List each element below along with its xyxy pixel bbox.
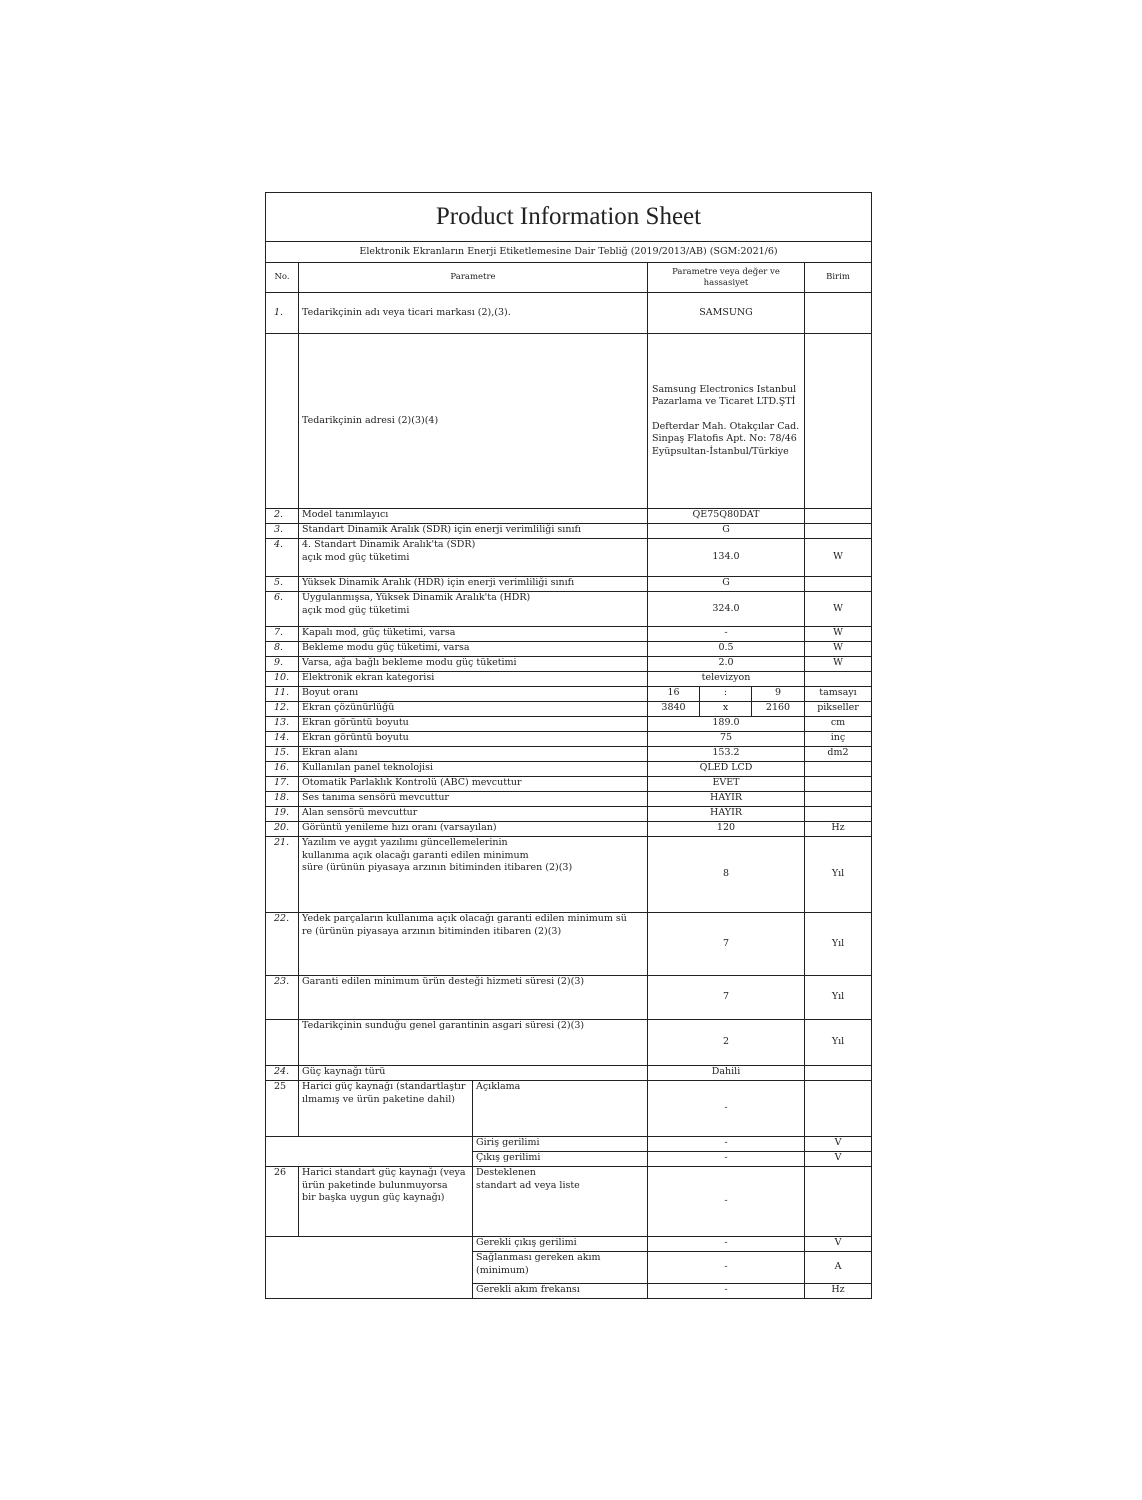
param-label-line: ürün paketinde bulunmuyorsa [302, 1179, 448, 1191]
param-value: G [648, 577, 805, 592]
row-number: 7. [266, 627, 299, 642]
param-value: HAYIR [648, 792, 805, 807]
param-label: Bekleme modu güç tüketimi, varsa [299, 642, 648, 657]
param-unit [805, 1167, 872, 1237]
sub-param-label-line: standart ad veya liste [476, 1179, 580, 1191]
param-unit [805, 509, 872, 524]
aspect-height: 9 [752, 687, 805, 702]
param-unit: W [805, 627, 872, 642]
table-row [266, 334, 872, 509]
address-line: Samsung Electronics Istanbul [652, 383, 797, 395]
header-value: Parametre veya değer ve hassasiyet [648, 263, 805, 293]
param-label-line: Yedek parçaların kullanıma açık olacağı garanti edilen minimum sü [302, 913, 627, 924]
sub-param-label-line: (minimum) [476, 1264, 529, 1276]
param-label-line: Harici standart güç kaynağı (veya [302, 1167, 466, 1178]
param-unit [805, 577, 872, 592]
resolution-width: 3840 [648, 702, 700, 717]
resolution-height: 2160 [752, 702, 805, 717]
table-row [266, 792, 872, 807]
row-number: 25 [266, 1081, 299, 1137]
param-label: Ekran çözünürlüğü [299, 702, 648, 717]
row-number: 15. [266, 747, 299, 762]
param-label: Ekran görüntü boyutu [299, 732, 648, 747]
supplier-address [648, 334, 805, 509]
empty-cell [266, 1137, 473, 1167]
row-number: 14. [266, 732, 299, 747]
param-unit: W [805, 592, 872, 627]
param-value: 8 [648, 837, 805, 913]
row-number: 24. [266, 1066, 299, 1081]
param-value: 189.0 [648, 717, 805, 732]
table-row [266, 1237, 872, 1252]
row-number: 26 [266, 1167, 299, 1237]
param-label [299, 592, 648, 627]
param-label-line: kullanıma açık olacağı garanti edilen minimum [302, 849, 529, 861]
param-label [299, 1167, 473, 1237]
row-number: 23. [266, 976, 299, 1020]
param-unit: V [805, 1152, 872, 1167]
param-label: Güç kaynağı türü [299, 1066, 648, 1081]
param-value: - [648, 1081, 805, 1137]
param-value: - [648, 1252, 805, 1284]
param-value: 7 [648, 976, 805, 1020]
param-value: 7 [648, 913, 805, 976]
table-row [266, 976, 872, 1020]
table-row [266, 822, 872, 837]
row-number: 2. [266, 509, 299, 524]
sub-param-label [473, 1167, 648, 1237]
param-label: Görüntü yenileme hızı oranı (varsayılan) [299, 822, 648, 837]
table-row [266, 732, 872, 747]
row-number: 11. [266, 687, 299, 702]
param-value: - [648, 1167, 805, 1237]
param-label-line: Yazılım ve aygıt yazılımı güncellemelerinin [302, 837, 508, 848]
param-value: QLED LCD [648, 762, 805, 777]
param-unit [805, 524, 872, 539]
table-row [266, 913, 872, 976]
row-number: 22. [266, 913, 299, 976]
param-value: 324.0 [648, 592, 805, 627]
row-number [266, 334, 299, 509]
row-number: 16. [266, 762, 299, 777]
table-row [266, 807, 872, 822]
param-value: 0.5 [648, 642, 805, 657]
param-unit: pikseller [805, 702, 872, 717]
param-unit: Yıl [805, 1020, 872, 1066]
param-value: televizyon [648, 672, 805, 687]
table-row [266, 642, 872, 657]
table-row [266, 837, 872, 913]
sub-param-label [473, 1252, 648, 1284]
param-unit: W [805, 539, 872, 577]
row-number: 18. [266, 792, 299, 807]
param-unit [805, 762, 872, 777]
table-row [266, 1167, 872, 1237]
param-value: 2 [648, 1020, 805, 1066]
table-row [266, 509, 872, 524]
table-row [266, 702, 872, 717]
param-label: Otomatik Parlaklık Kontrolü (ABC) mevcuttur [299, 777, 648, 792]
param-unit [805, 293, 872, 334]
table-row [266, 657, 872, 672]
param-label: Ekran alanı [299, 747, 648, 762]
param-label-line: ılmamış ve ürün paketine dahil) [302, 1093, 456, 1105]
row-number: 4. [266, 539, 299, 577]
resolution-separator: x [700, 702, 752, 717]
param-label: Tedarikçinin adı veya ticari markası (2),(3). [299, 293, 648, 334]
row-number: 6. [266, 592, 299, 627]
param-value: - [648, 1137, 805, 1152]
param-unit: inç [805, 732, 872, 747]
row-number: 10. [266, 672, 299, 687]
param-unit: V [805, 1237, 872, 1252]
param-label: Tedarikçinin sunduğu genel garantinin asgari süresi (2)(3) [299, 1020, 648, 1066]
sub-param-label: Giriş gerilimi [473, 1137, 648, 1152]
param-value: - [648, 1152, 805, 1167]
table-row [266, 777, 872, 792]
row-number [266, 1020, 299, 1066]
param-value: - [648, 1284, 805, 1299]
param-unit [805, 1081, 872, 1137]
param-unit [805, 777, 872, 792]
row-number: 5. [266, 577, 299, 592]
param-value: - [648, 627, 805, 642]
table-row [266, 687, 872, 702]
table-row [266, 577, 872, 592]
table-row [266, 1081, 872, 1137]
header-unit: Birim [805, 263, 872, 293]
table-row [266, 1020, 872, 1066]
param-label-line: açık mod güç tüketimi [302, 551, 410, 563]
row-number: 8. [266, 642, 299, 657]
param-label: Kapalı mod, güç tüketimi, varsa [299, 627, 648, 642]
table-row [266, 1066, 872, 1081]
row-number: 19. [266, 807, 299, 822]
param-label-line: Harici güç kaynağı (standartlaştır [302, 1081, 466, 1092]
row-number: 17. [266, 777, 299, 792]
param-value: QE75Q80DAT [648, 509, 805, 524]
param-value: 134.0 [648, 539, 805, 577]
param-label: Model tanımlayıcı [299, 509, 648, 524]
table-row [266, 747, 872, 762]
subtitle-row [266, 242, 872, 263]
row-number: 3. [266, 524, 299, 539]
address-line: Pazarlama ve Ticaret LTD.ŞTİ [652, 396, 796, 408]
param-unit: Yıl [805, 913, 872, 976]
param-label-line: Uygulanmışsa, Yüksek Dinamik Aralık'ta (HDR) [302, 592, 531, 603]
row-number: 20. [266, 822, 299, 837]
param-label: Elektronik ekran kategorisi [299, 672, 648, 687]
param-label: Tedarikçinin adresi (2)(3)(4) [299, 334, 648, 509]
param-label-line: 4. Standart Dinamik Aralık'ta (SDR) [302, 539, 476, 550]
empty-cell [266, 1237, 473, 1299]
row-number: 9. [266, 657, 299, 672]
table-row [266, 1137, 872, 1152]
table-row [266, 672, 872, 687]
sub-param-label: Açıklama [473, 1081, 648, 1137]
header-no: No. [266, 263, 299, 293]
table-row [266, 627, 872, 642]
param-label: Ekran görüntü boyutu [299, 717, 648, 732]
sub-param-label: Çıkış gerilimi [473, 1152, 648, 1167]
address-line: Sinpaş Flatofis Apt. No: 78/46 [652, 433, 797, 445]
param-label-line: re (ürünün piyasaya arzının bitiminden itibaren (2)(3) [302, 925, 562, 937]
table-row [266, 592, 872, 627]
param-label [299, 1081, 473, 1137]
param-label [299, 913, 648, 976]
row-number: 1. [266, 293, 299, 334]
param-unit: dm2 [805, 747, 872, 762]
row-number: 21. [266, 837, 299, 913]
param-label: Boyut oranı [299, 687, 648, 702]
param-label: Kullanılan panel teknolojisi [299, 762, 648, 777]
param-label: Alan sensörü mevcuttur [299, 807, 648, 822]
table-row [266, 717, 872, 732]
param-label: Ses tanıma sensörü mevcuttur [299, 792, 648, 807]
param-value: G [648, 524, 805, 539]
param-unit [805, 807, 872, 822]
sub-param-label-line: Sağlanması gereken akım [476, 1252, 601, 1263]
param-value: 153.2 [648, 747, 805, 762]
product-information-sheet [265, 192, 871, 1299]
title-row [266, 193, 872, 242]
param-unit: A [805, 1252, 872, 1284]
param-label: Garanti edilen minimum ürün desteği hizmeti süresi (2)(3) [299, 976, 648, 1020]
header-param: Parametre [299, 263, 648, 293]
row-number: 13. [266, 717, 299, 732]
table-row [266, 293, 872, 334]
header-row [266, 263, 872, 293]
param-label-line: bir başka uygun güç kaynağı) [302, 1192, 445, 1203]
table-row [266, 524, 872, 539]
page-title: Product Information Sheet [266, 193, 872, 242]
param-label-line: süre (ürünün piyasaya arzının bitiminden itibaren (2)(3) [302, 862, 573, 873]
param-label-line: açık mod güç tüketimi [302, 604, 410, 616]
param-unit: W [805, 642, 872, 657]
address-line: Defterdar Mah. Otakçılar Cad. [652, 420, 800, 432]
sub-param-label: Gerekli akım frekansı [473, 1284, 648, 1299]
page-subtitle: Elektronik Ekranların Enerji Etiketlemesine Dair Tebliğ (2019/2013/AB) (SGM:2021/6) [266, 242, 872, 263]
param-label [299, 539, 648, 577]
param-unit: cm [805, 717, 872, 732]
param-label [299, 837, 648, 913]
param-unit: V [805, 1137, 872, 1152]
param-unit: Yıl [805, 837, 872, 913]
aspect-separator: : [700, 687, 752, 702]
param-value: 75 [648, 732, 805, 747]
param-unit [805, 672, 872, 687]
param-unit [805, 1066, 872, 1081]
table-row [266, 762, 872, 777]
param-value: - [648, 1237, 805, 1252]
param-unit [805, 792, 872, 807]
param-unit: W [805, 657, 872, 672]
param-unit: Yıl [805, 976, 872, 1020]
info-table [265, 192, 872, 1299]
address-line: Eyüpsultan-İstanbul/Türkiye [652, 445, 789, 457]
param-unit: tamsayı [805, 687, 872, 702]
param-label: Yüksek Dinamik Aralık (HDR) için enerji verimliliği sınıfı [299, 577, 648, 592]
param-value: Dahili [648, 1066, 805, 1081]
param-value: HAYIR [648, 807, 805, 822]
param-unit [805, 334, 872, 509]
param-label: Standart Dinamik Aralık (SDR) için enerji verimliliği sınıfı [299, 524, 648, 539]
param-value: 120 [648, 822, 805, 837]
param-unit: Hz [805, 822, 872, 837]
table-row [266, 539, 872, 577]
sub-param-label-line: Desteklenen [476, 1167, 536, 1178]
param-value: SAMSUNG [648, 293, 805, 334]
param-label: Varsa, ağa bağlı bekleme modu güç tüketimi [299, 657, 648, 672]
param-unit: Hz [805, 1284, 872, 1299]
row-number: 12. [266, 702, 299, 717]
sub-param-label: Gerekli çıkış gerilimi [473, 1237, 648, 1252]
param-value: EVET [648, 777, 805, 792]
param-value: 2.0 [648, 657, 805, 672]
aspect-width: 16 [648, 687, 700, 702]
